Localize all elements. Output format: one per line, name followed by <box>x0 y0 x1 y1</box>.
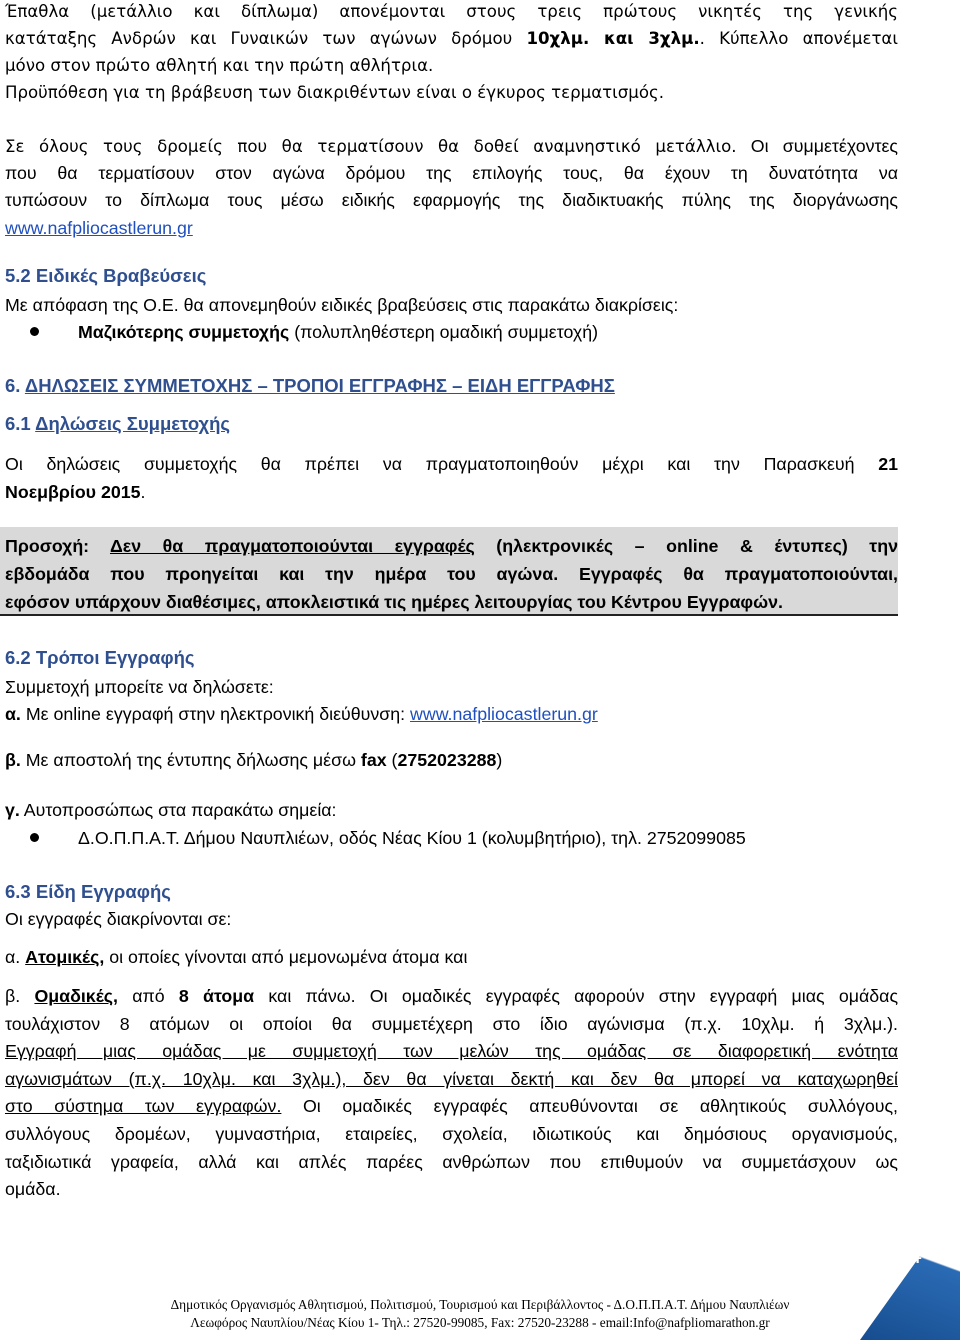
page-corner-decoration <box>860 1200 960 1340</box>
section-text: Με απόφαση της Ο.Ε. θα απονεμηθούν ειδικές βραβεύσεις στις παρακάτω διακρίσεις: <box>5 295 679 315</box>
section-text: τουλάχιστον 8 ατόμων οι οποίοι θα συμμετέχερη στο ίδιο αγώνισμα (π.χ. 10χλμ. ή 3χλμ.). <box>5 1014 898 1034</box>
section-text: ομάδα. <box>5 1179 61 1199</box>
intro-line: κατάταξης Ανδρών και Γυναικών των αγώνων δρόμου 10χλμ. και 3χλμ.. Κύπελλο απονέμεται <box>5 29 898 48</box>
diploma-line <box>5 217 898 239</box>
section-text: Οι εγγραφές διακρίνονται σε: <box>5 909 232 929</box>
bullet-icon <box>30 833 39 842</box>
diploma-line: τυπώσουν το δίπλωμα τους μέσω ειδικής εφαρμογής της διαδικτυακής πύλης της διοργάνωσης <box>5 190 898 210</box>
notice-line: εβδομάδα που προηγείται και την ημέρα του αγώνα. Εγγραφές θα πραγματοποιούνται, <box>5 564 898 584</box>
notice-bottom-rule <box>0 614 898 616</box>
section-text: Νοεμβρίου 2015. <box>5 482 146 502</box>
option-c: γ. Αυτοπροσώπως στα παρακάτω σημεία: <box>5 800 337 820</box>
section-text: συλλόγους δρομέων, γυμναστήρια, εταιρείες, σχολεία, ιδιωτικούς και δημόσιους οργανισμούς, <box>5 1124 898 1144</box>
notice-line: εφόσον υπάρχουν διαθέσιμες, αποκλειστικά τις ημέρες λειτουργίας του Κέντρου Εγγραφών. <box>5 592 783 612</box>
footer-line-1: Δημοτικός Οργανισμός Αθλητισμού, Πολιτισμού, Τουρισμού και Περιβάλλοντος - Δ.Ο.Π.Π.Α.Τ. Δήμου Ναυπλιέων <box>170 1297 790 1312</box>
website-link[interactable]: www.nafpliocastlerun.gr <box>410 704 598 724</box>
notice-line: Προσοχή: Δεν θα πραγματοποιούνται εγγραφές (ηλεκτρονικές – online & έντυπες) την <box>5 536 898 556</box>
section-text: Συμμετοχή μπορείτε να δηλώσετε: <box>5 677 274 697</box>
section-heading-6-3: 6.3 Είδη Εγγραφής <box>5 881 171 902</box>
section-text: Οι δηλώσεις συμμετοχής θα πρέπει να πραγματοποιηθούν μέχρι και την Παρασκευή 21 <box>5 454 898 474</box>
intro-line: μόνο στον πρώτο αθλητή και την πρώτη αθλήτρια. <box>5 56 434 75</box>
bullet-item: Δ.Ο.Π.Π.Α.Τ. Δήμου Ναυπλιέων, οδός Νέας Κίου 1 (κολυμβητήριο), τηλ. 2752099085 <box>78 828 746 848</box>
option-b: β. Ομαδικές, από 8 άτομα και πάνω. Οι ομαδικές εγγραφές αφορούν στην εγγραφή μιας ομάδας <box>5 986 899 1006</box>
section-text: ταξιδιωτικά γραφεία, αλλά και απλές παρέες ανθρώπων που επιθυμούν να συμμετάσχουν ως <box>5 1152 898 1172</box>
section-text: Εγγραφή μιας ομάδας με συμμετοχή των μελών της ομάδας σε διαφορετική ενότητα <box>5 1041 898 1061</box>
footer-line-2: Λεωφόρος Ναυπλίου/Νέας Κίου 1- Τηλ.: 27520-99085, Fax: 27520-23288 - email:Info@nafpliomarathon.gr <box>190 1315 770 1330</box>
bullet-item: Μαζικότερης συμμετοχής (πολυπληθέστερη ομαδική συμμετοχή) <box>78 322 599 342</box>
diploma-line: που θα τερματίσουν στον αγώνα δρόμου της επιλογής τους, θα έχουν τη δυνατότητα να <box>5 163 898 183</box>
section-heading-6-2: 6.2 Τρόποι Εγγραφής <box>5 647 195 668</box>
section-heading-6: 6. ΔΗΛΩΣΕΙΣ ΣΥΜΜΕΤΟΧΗΣ – ΤΡΟΠΟΙ ΕΓΓΡΑΦΗΣ – ΕΙΔΗ ΕΓΓΡΑΦΗΣ <box>5 375 615 396</box>
section-text: στο σύστημα των εγγραφών. Οι ομαδικές εγγραφές απευθύνονται σε αθλητικούς συλλόγους, <box>5 1096 898 1116</box>
section-heading-6-1: 6.1 Δηλώσεις Συμμετοχής <box>5 413 231 434</box>
section-heading-5-2: 5.2 Ειδικές Βραβεύσεις <box>5 265 207 286</box>
bullet-icon <box>30 327 39 336</box>
section-text: αγωνισμάτων (π.χ. 10χλμ. και 3χλμ.), δεν θα γίνεται δεκτή και δεν θα μπορεί να καταχωρηθεί <box>5 1069 898 1089</box>
intro-line: Προϋπόθεση για τη βράβευση των διακριθέντων είναι ο έγκυρος τερματισμός. <box>5 83 664 102</box>
page-number: 4 <box>907 1239 922 1269</box>
option-a: α. Με online εγγραφή στην ηλεκτρονική διεύθυνση: www.nafpliocastlerun.gr <box>5 704 598 724</box>
medal-line: Σε όλους τους δρομείς που θα τερματίσουν θα δοθεί αναμνηστικό μετάλλιο. Οι συμμετέχοντες <box>5 136 898 156</box>
option-a: α. Ατομικές, οι οποίες γίνονται από μεμονωμένα άτομα και <box>5 947 468 967</box>
website-link[interactable]: www.nafpliocastlerun.gr <box>5 218 193 238</box>
option-b: β. Με αποστολή της έντυπης δήλωσης μέσω fax (2752023288) <box>5 750 503 770</box>
intro-line: Έπαθλα (μετάλλιο και δίπλωμα) απονέμονται στους τρεις πρώτους νικητές της γενικής <box>5 2 898 21</box>
